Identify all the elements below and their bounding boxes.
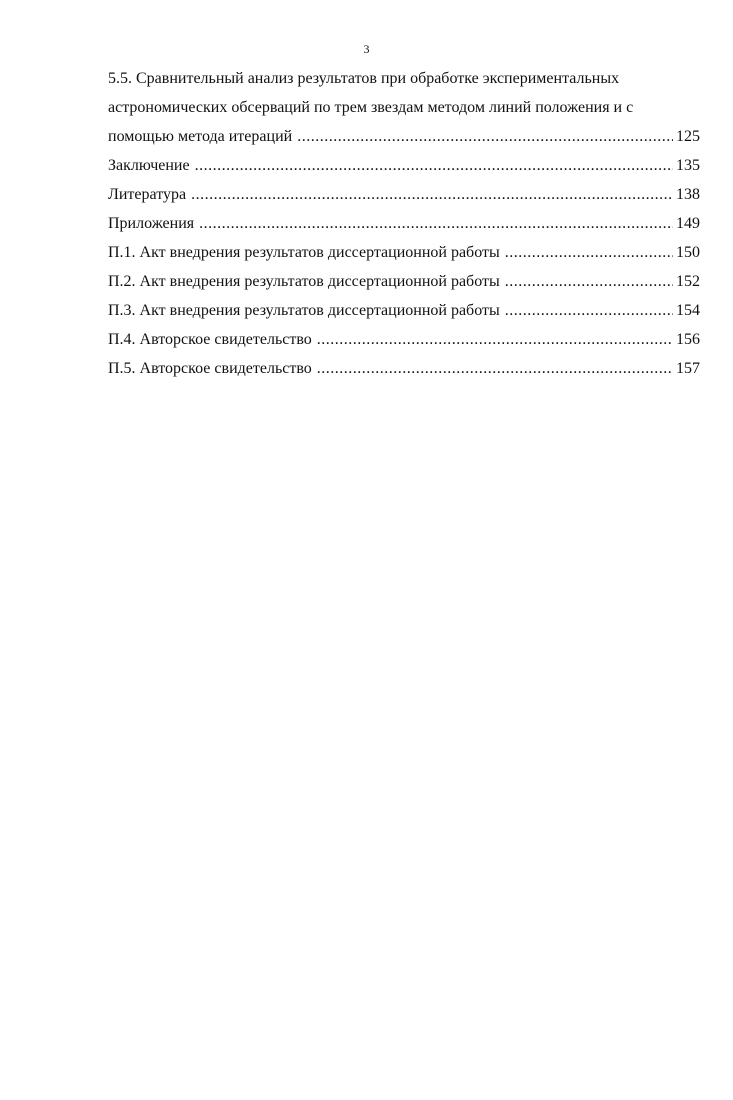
toc-entry-appendix-4 [108, 325, 700, 354]
toc-entry-literature [108, 180, 700, 209]
dot-leader [199, 209, 673, 238]
toc-entry-title: П.4. Авторское свидетельство [108, 331, 312, 348]
toc-entry-page: 154 [676, 302, 700, 319]
dot-leader [505, 296, 673, 325]
toc-entry-page: 135 [676, 157, 700, 174]
dot-leader [195, 151, 673, 180]
toc-entry-title: П.2. Акт внедрения результатов диссертационной работы [108, 273, 500, 290]
toc-entry-page: 157 [676, 360, 700, 377]
toc-entry-5-5 [108, 64, 700, 151]
toc-entry-title: П.1. Акт внедрения результатов диссертационной работы [108, 244, 500, 261]
toc-entry-line: 5.5. Сравнительный анализ результатов при обработке экспериментальных [108, 70, 620, 87]
toc-entry-title: П.5. Авторское свидетельство [108, 360, 312, 377]
toc-entry-line: астрономических обсерваций по трем звездам методом линий положения и с [108, 99, 634, 116]
toc-entry-appendix-2 [108, 267, 700, 296]
toc-entry-appendix-3 [108, 296, 700, 325]
dot-leader [297, 122, 673, 151]
toc-entry-page: 156 [676, 331, 700, 348]
dot-leader [505, 267, 673, 296]
toc-entry-page: 138 [676, 186, 700, 203]
toc-entry-page: 150 [676, 244, 700, 261]
dot-leader [191, 180, 673, 209]
page-number: 3 [363, 42, 370, 56]
toc-entry-title: Литература [108, 186, 187, 203]
toc-entry-title: помощью метода итераций [108, 128, 293, 145]
dot-leader [317, 325, 673, 354]
toc-entry-appendices [108, 209, 700, 238]
dot-leader [317, 354, 673, 383]
toc-entry-page: 125 [676, 128, 700, 145]
toc-entry-title: Заключение [108, 157, 190, 174]
toc-entry-page: 149 [676, 215, 700, 232]
toc-entry-appendix-1 [108, 238, 700, 267]
dot-leader [505, 238, 673, 267]
toc-entry-conclusion [108, 151, 700, 180]
toc-entry-title: Приложения [108, 215, 195, 232]
toc-entry-page: 152 [676, 273, 700, 290]
table-of-contents [108, 64, 700, 383]
toc-entry-last-line [108, 122, 700, 151]
toc-entry-title: П.3. Акт внедрения результатов диссертационной работы [108, 302, 500, 319]
toc-entry-appendix-5 [108, 354, 700, 383]
